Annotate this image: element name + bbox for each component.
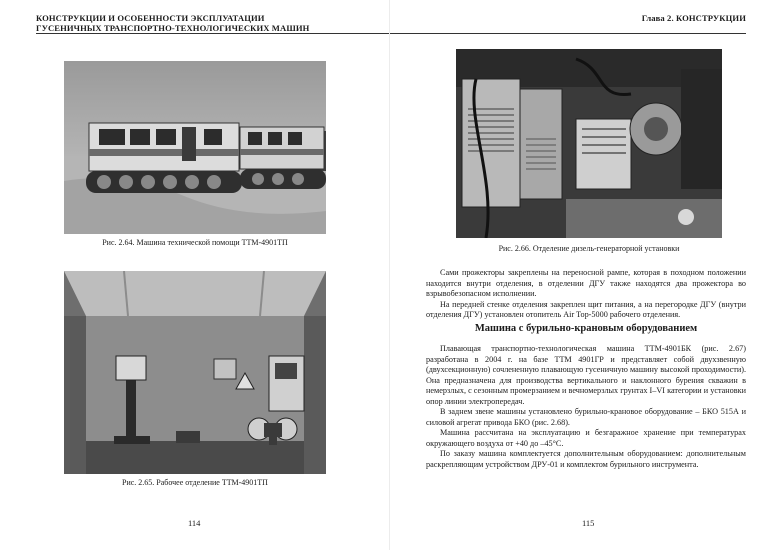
right-page-number: 115 (582, 518, 595, 528)
paragraph-5: Машина рассчитана на эксплуатацию и безгаражное хранение при температурах окружающего воздуха от +40 до –45°С. (426, 428, 746, 448)
paragraph-6: По заказу машина комплектуется дополнительным оборудованием: дополнительным раскрепляющим устройством ДРУ-01 и комплектом бурильного инструмента. (426, 449, 746, 469)
right-page (390, 0, 780, 550)
right-header-rule (390, 33, 746, 34)
left-header-line2: ГУСЕНИЧНЫХ ТРАНСПОРТНО-ТЕХНОЛОГИЧЕСКИХ МАШИН (36, 23, 310, 33)
generator-photo (456, 49, 722, 238)
left-running-header (36, 13, 366, 33)
body-text-upper (426, 268, 746, 321)
work-compartment-photo (64, 271, 326, 474)
paragraph-4: В заднем звене машины установлено бурильно-крановое оборудование – БКО 515А и силовой агрегат привода БКО (рис. 2.68). (426, 407, 746, 427)
left-header-rule (36, 33, 390, 34)
left-header-line1: КОНСТРУКЦИИ И ОСОБЕННОСТИ ЭКСПЛУАТАЦИИ (36, 13, 265, 23)
figure-2-65-caption: Рис. 2.65. Рабочее отделение ТТМ-4901ТП (122, 478, 268, 487)
right-running-header: Глава 2. КОНСТРУКЦИИ (641, 13, 746, 23)
paragraph-1: Сами прожекторы закреплены на переносной рампе, которая в походном положении находится внутри отделения, в отделении ДГУ также находятся два прожектора во взрывобезопасном исполнении. (426, 268, 746, 298)
section-heading: Машина с бурильно-крановым оборудованием (474, 323, 698, 334)
figure-2-66-caption: Рис. 2.66. Отделение дизель-генераторной установки (498, 244, 680, 253)
figure-2-64-caption: Рис. 2.64. Машина технической помощи ТТМ-4901ТП (102, 238, 288, 247)
paragraph-3: Плавающая транспортно-технологическая машина ТТМ-4901БК (рис. 2.67) разработана в 2004 г. на базе ТТМ 4901ГР и представляет собой двухзвенную (двухсекционную) сочлененную плавающую гусеничную машину высокой проходимости). Она предназначена для производства вертикального и наклонного бурения скважин в немерзлых, с сезонным промерзанием и вечномерзлых грунтах I–VI категории и установки опор линии электропередач. (426, 344, 746, 406)
left-page-number: 114 (188, 518, 201, 528)
vehicle-photo (64, 61, 326, 234)
paragraph-2: На передней стенке отделения закреплен щит питания, а на перегородке ДГУ (внутри отделения ДГУ) установлен отопитель Air Top-5000 рабочего отделения. (426, 299, 746, 319)
body-text-lower (426, 344, 746, 470)
